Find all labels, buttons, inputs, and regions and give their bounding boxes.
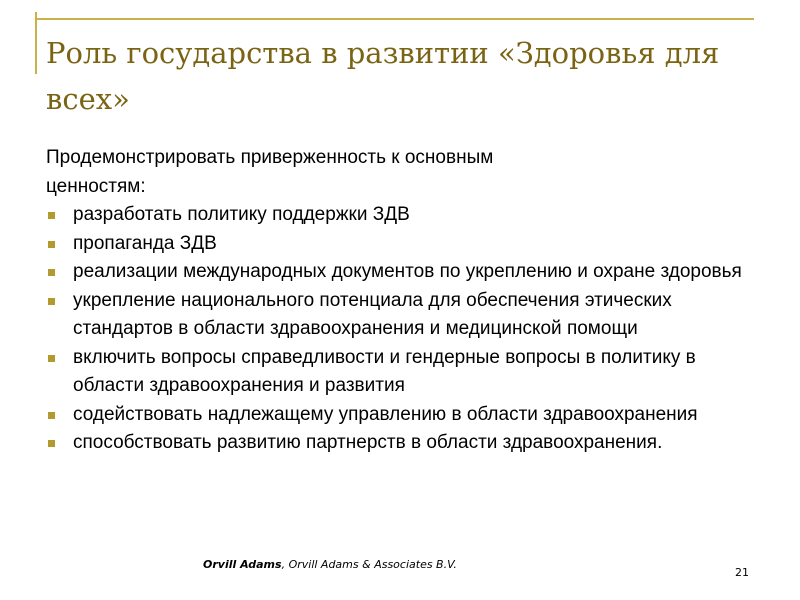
square-bullet-icon	[48, 355, 55, 362]
bullet-item	[46, 258, 758, 287]
bullet-item	[46, 201, 758, 230]
bullet-item	[46, 344, 758, 401]
square-bullet-icon	[48, 440, 55, 447]
footer-author	[203, 558, 457, 571]
slide-body	[46, 144, 758, 458]
bullet-item	[46, 401, 758, 430]
left-accent-line	[35, 12, 37, 74]
square-bullet-icon	[48, 212, 55, 219]
bullet-text: содействовать надлежащему управлению в области здравоохранения	[73, 403, 698, 425]
bullet-text: включить вопросы справедливости и гендерные вопросы в политику в области здравоохранения и развития	[73, 346, 696, 396]
bullet-text: реализации международных документов по укреплению и охране здоровья	[73, 261, 742, 282]
bullet-text: способствовать развитию партнерств в области здравоохранения.	[73, 432, 663, 453]
bullet-item	[46, 287, 758, 344]
top-accent-line	[37, 18, 754, 20]
bullet-list	[46, 201, 758, 458]
page-number: 21	[735, 566, 749, 579]
square-bullet-icon	[48, 412, 55, 419]
bullet-item	[46, 230, 758, 259]
bullet-text: пропаганда ЗДВ	[73, 232, 217, 254]
square-bullet-icon	[48, 241, 55, 248]
bullet-text: укрепление национального потенциала для обеспечения этических стандартов в области здравоохранения и медицинской помощи	[73, 289, 672, 339]
bullet-text: разработать политику поддержки ЗДВ	[73, 204, 410, 225]
author-organization: , Orvill Adams & Associates B.V.	[281, 558, 457, 571]
square-bullet-icon	[48, 269, 55, 276]
author-name: Orvill Adams	[203, 558, 282, 571]
intro-text: Продемонстрировать приверженность к основным ценностям:	[46, 147, 494, 197]
slide-title: Роль государства в развитии «Здоровья для всех»	[46, 36, 720, 116]
square-bullet-icon	[48, 298, 55, 305]
bullet-item	[46, 429, 758, 458]
